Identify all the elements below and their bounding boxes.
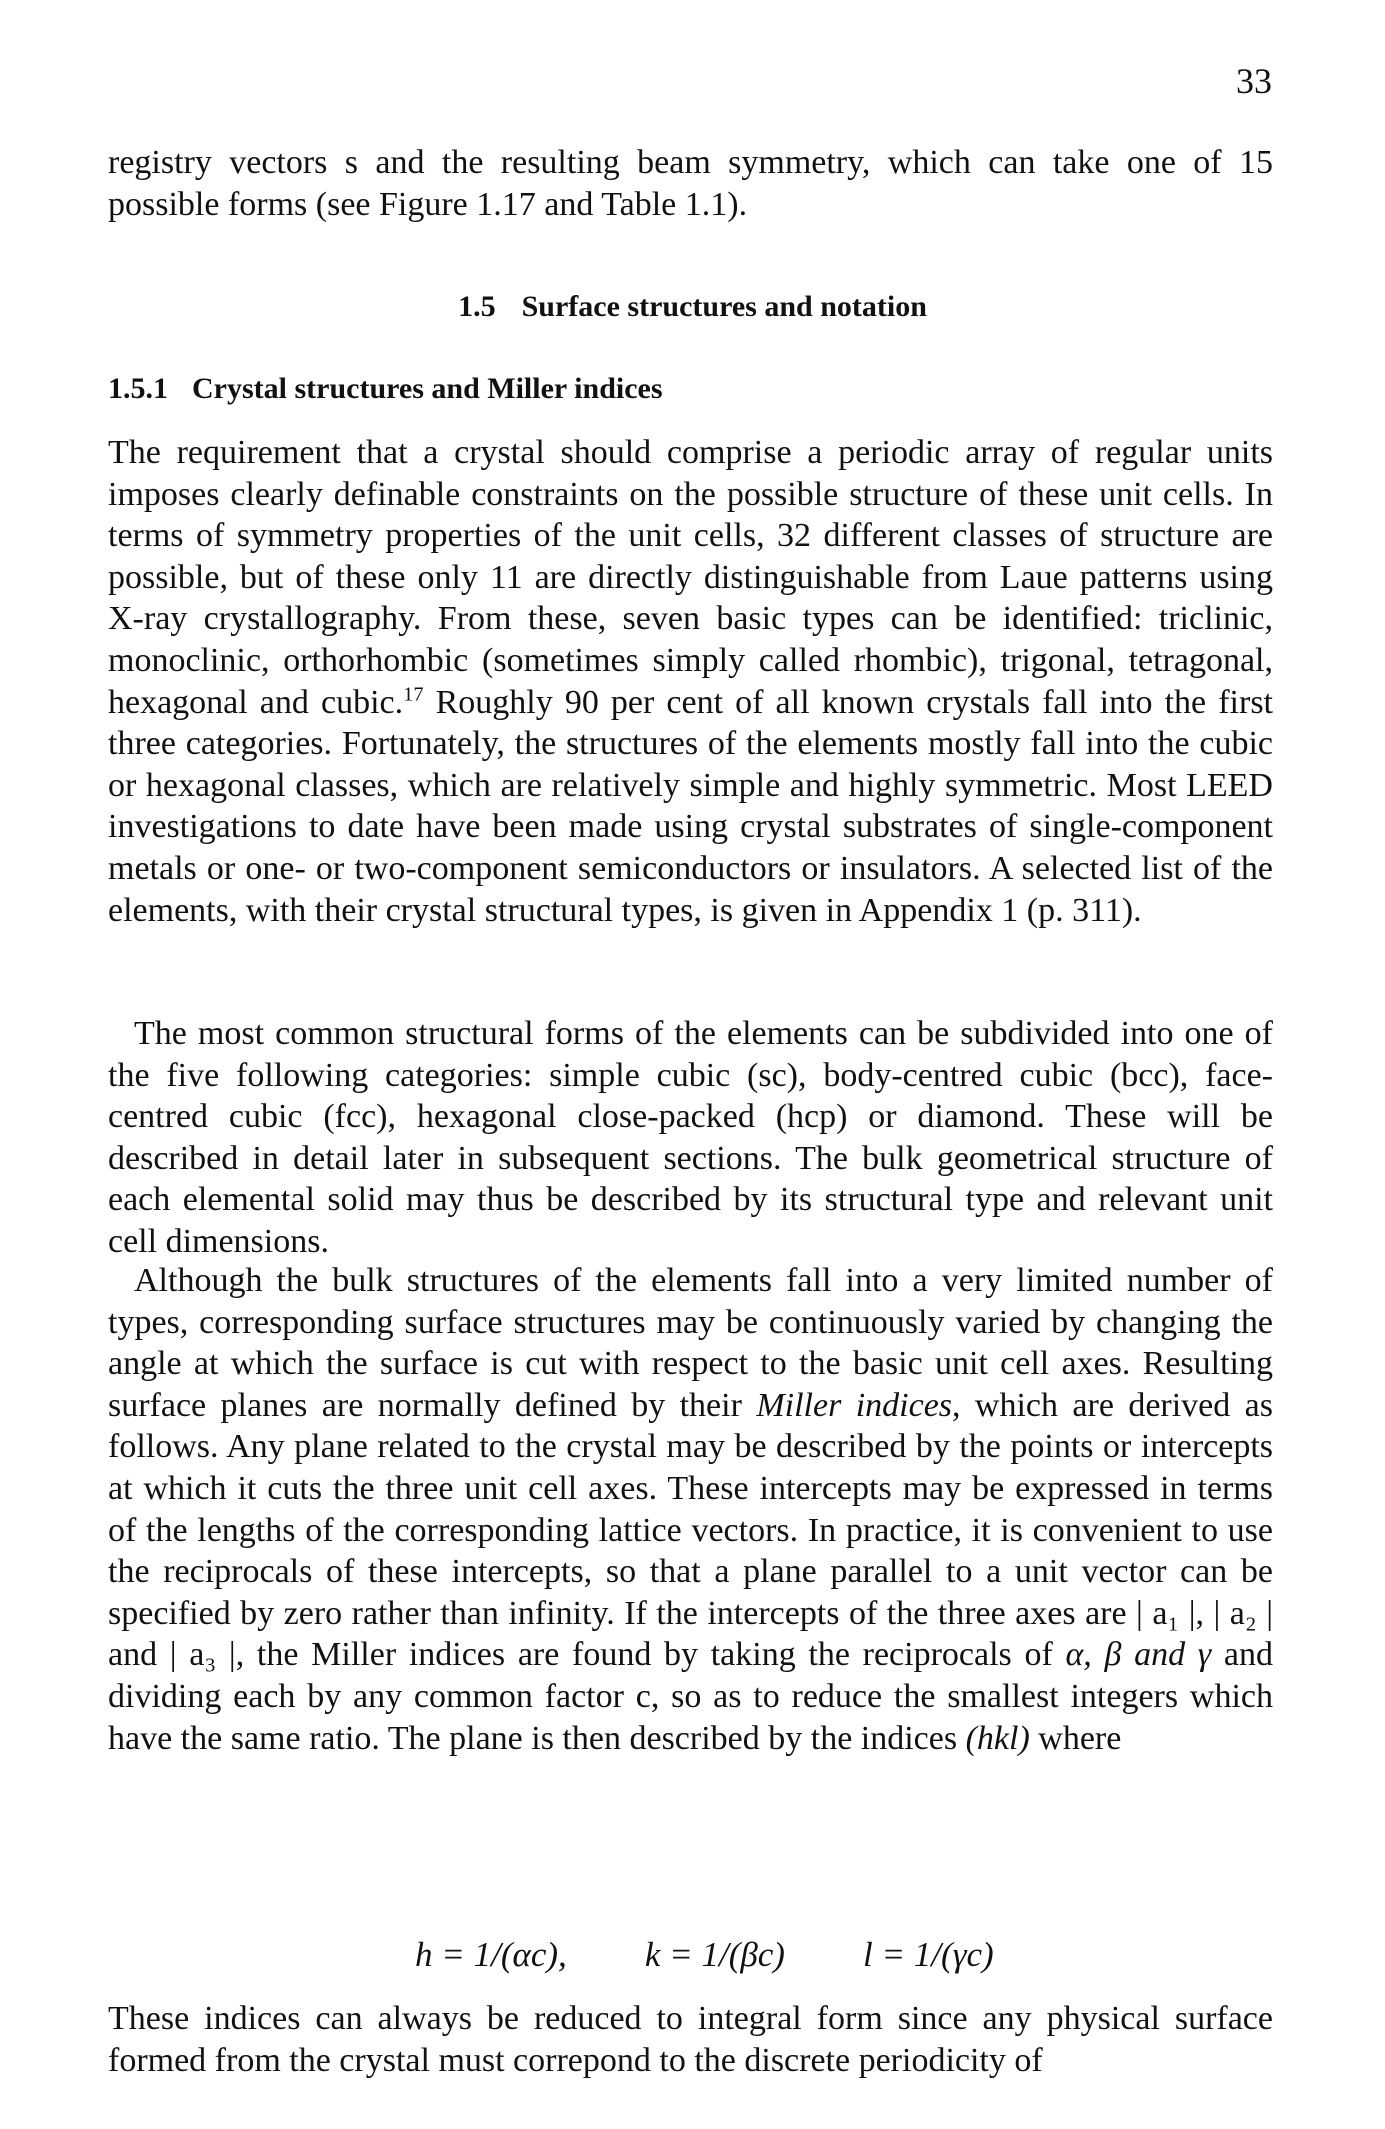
hkl-notation: (hkl) (965, 1719, 1030, 1757)
paragraph-text: , the Miller indices are found by taking the reciprocals of (235, 1636, 1066, 1674)
subsection-number: 1.5.1 (108, 372, 168, 405)
equation-k: k = 1/(βc) (644, 1935, 785, 1974)
paragraph-text: Roughly 90 per cent of all known crystals fall into the first three categories. Fortunately, the structures of the elements mostly fall into the cubic or hexagonal classes, which are relatively simple and highly symmetric. Most LEED investigations to date have been made using crystal substrates of single-component metals or one- or two-component semiconductors or insulators. A selected list of the elements, with their crystal structural types, is given in Appendix 1 (p. 311). (108, 683, 1274, 929)
intercept-a2: | a₂ | (1204, 1594, 1274, 1632)
intercept-a3: | a₃ | (169, 1636, 236, 1674)
intercept-a1: | a₁ |, (1136, 1594, 1205, 1632)
greek-symbols: α, β and γ (1065, 1636, 1212, 1674)
paragraph-text: where (1029, 1719, 1122, 1757)
subsection-heading (108, 372, 663, 406)
paragraph-text: , which are derived as follows. Any plane related to the crystal may be described by the points or intercepts at which it cuts the three unit cell axes. These intercepts may be expressed in terms of the lengths of the corresponding lattice vectors. In practice, it is convenient to use the reciprocals of these intercepts, so that a plane parallel to a unit vector can be specified by zero rather than infinity. If the intercepts of the three axes are (108, 1386, 1273, 1632)
subsection-title: Crystal structures and Miller indices (192, 372, 663, 405)
miller-equation (380, 1895, 994, 2015)
equation-l: l = 1/(γc) (862, 1935, 994, 1974)
equation-h: h = 1/(αc), (415, 1935, 567, 1974)
page-number: 33 (1236, 61, 1272, 101)
paragraph-text: and dividing each by any common factor c, so as to reduce the smallest integers which have the same ratio. The plane is then described by the indices (108, 1636, 1273, 1757)
section-heading (0, 290, 1385, 324)
intercept-and: and (108, 1636, 170, 1674)
paragraph-crystal-classes (108, 432, 1273, 931)
paragraph-text: The requirement that a crystal should comprise a periodic array of regular units imposes clearly definable constraints on the possible structure of these unit cells. In terms of symmetry properties of the unit cells, 32 different classes of structure are possible, but of these only 11 are directly distinguishable from Laue patterns using X-ray crystallography. From these, seven basic types can be identified: triclinic, monoclinic, orthorhombic (sometimes simply called rhombic), trigonal, tetragonal, hexagonal and cubic. (108, 434, 1273, 721)
intro-paragraph: registry vectors s and the resulting beam symmetry, which can take one of 15 possible forms (see Figure 1.17 and Table 1.1). (108, 144, 1273, 223)
section-number: 1.5 (458, 290, 496, 323)
paragraph-miller-indices (108, 1260, 1273, 1759)
section-title: Surface structures and notation (521, 290, 927, 323)
paragraph-text: Although the bulk structures of the elements fall into a very limited number of types, corresponding surface structures may be continuously varied by changing the angle at which the surface is cut with respect to the basic unit cell axes. Resulting surface planes are normally defined by their (108, 1262, 1273, 1424)
paragraph-structural-forms: The most common structural forms of the elements can be subdivided into one of the five following categories: simple cubic (sc), body-centred cubic (bcc), face-centred cubic (fcc), hexagonal close-packed (hcp) or diamond. These will be described in detail later in subsequent sections. The bulk geometrical structure of each elemental solid may thus be described by its structural type and relevant unit cell dimensions. (108, 1015, 1273, 1260)
miller-indices-term: Miller indices (756, 1386, 953, 1424)
reference-superscript: 17 (403, 683, 424, 706)
paragraph-integral-form: These indices can always be reduced to integral form since any physical surface formed from the crystal must correpond to the discrete periodicity of (108, 2000, 1273, 2079)
